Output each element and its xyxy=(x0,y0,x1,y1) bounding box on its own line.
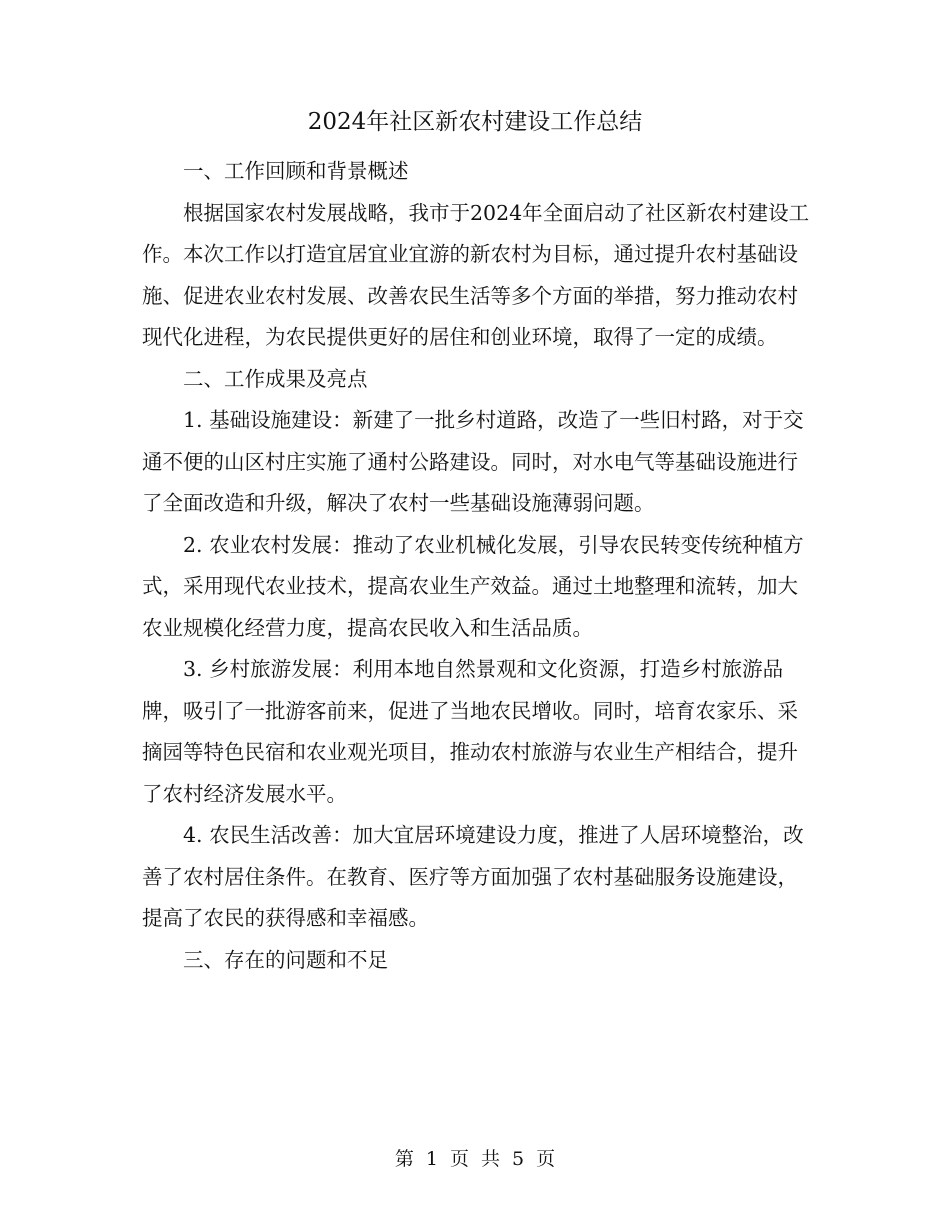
section-heading-3: 三、存在的问题和不足 xyxy=(183,947,388,972)
section-heading-1: 一、工作回顾和背景概述 xyxy=(183,159,409,183)
document-title: 2024年社区新农村建设工作总结 xyxy=(307,109,643,135)
section-heading-2: 二、工作成果及亮点 xyxy=(183,366,368,391)
paragraph-tourism: 3. 乡村旅游发展：利用本地自然景观和文化资源，打造乡村旅游品牌，吸引了一批游客前来，促进了当地农民增收。同时，培育农家乐、采摘园等特色民宿和农业观光项目，推动农村旅游与农业生产相结合，提升了农村经济发展水平。 xyxy=(142,657,798,806)
paragraph-agriculture: 2. 农业农村发展：推动了农业机械化发展，引导农民转变传统种植方式，采用现代农业技术，提高农业生产效益。通过土地整理和流转，加大农业规模化经营力度，提高农民收入和生活品质。 xyxy=(142,532,804,640)
paragraph-livelihood: 4. 农民生活改善：加大宜居环境建设力度，推进了人居环境整治，改善了农村居住条件。在教育、医疗等方面加强了农村基础服务设施建设，提高了农民的获得感和幸福感。 xyxy=(142,823,804,930)
paragraph-infrastructure: 1. 基础设施建设：新建了一批乡村道路，改造了一些旧村路，对于交通不便的山区村庄实施了通村公路建设。同时，对水电气等基础设施进行了全面改造和升级，解决了农村一些基础设施薄弱问题。 xyxy=(142,408,804,515)
document-body xyxy=(142,151,812,981)
paragraph-background: 根据国家农村发展战略，我市于2024年全面启动了社区新农村建设工作。本次工作以打造宜居宜业宜游的新农村为目标，通过提升农村基础设施、促进农业农村发展、改善农民生活等多个方面的举措，努力推动农村现代化进程，为农民提供更好的居住和创业环境，取得了一定的成绩。 xyxy=(142,200,810,349)
page-number-footer: 第 1 页 共 5 页 xyxy=(394,1148,556,1170)
